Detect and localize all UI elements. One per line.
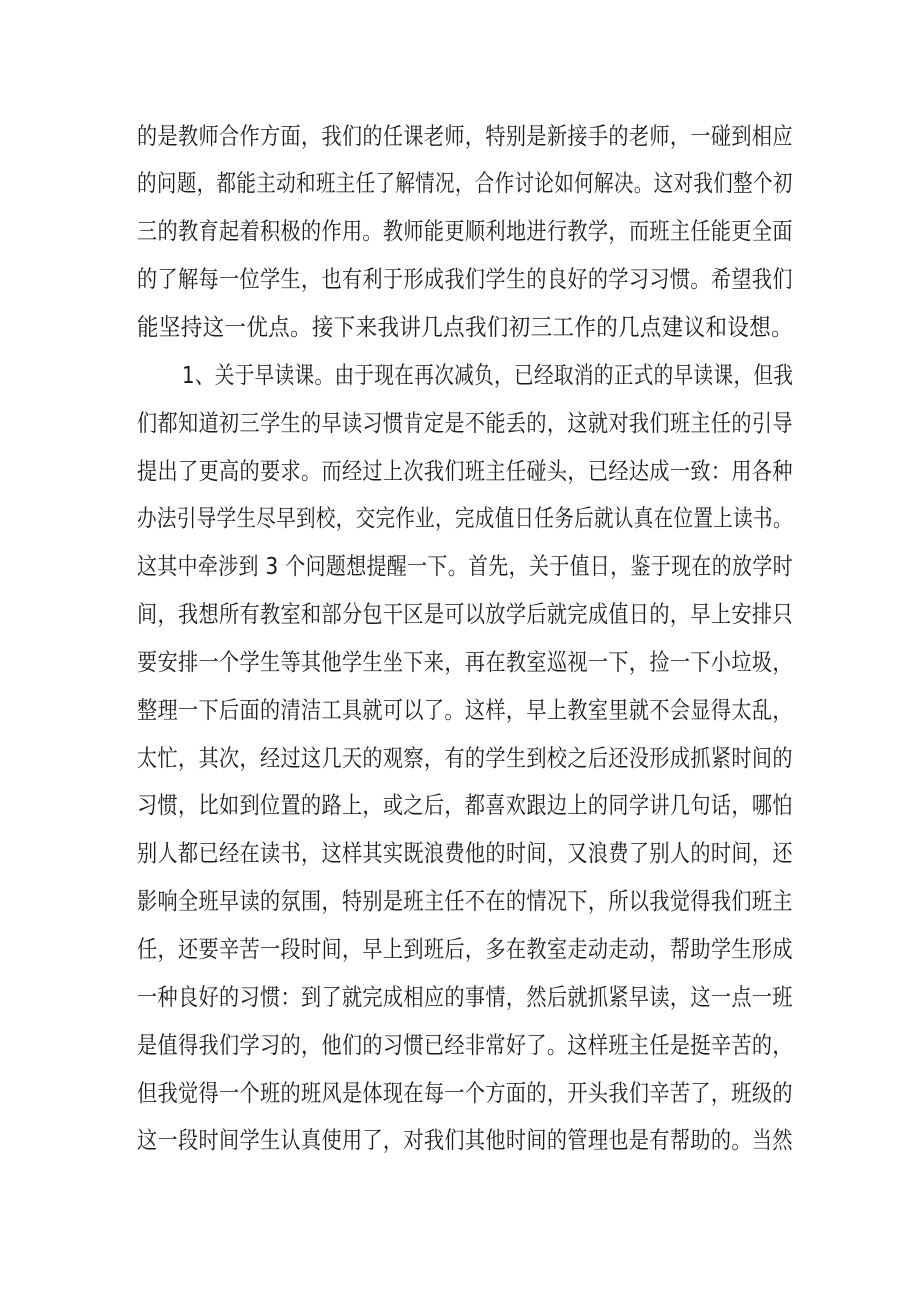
text-line: 任，还要辛苦一段时间，早上到班后，多在教室走动走动，帮助学生形成 [137,935,793,963]
text-line: 别人都已经在读书，这样其实既浪费他的时间，又浪费了别人的时间，还 [137,839,793,867]
text-line: 这其中牵涉到 3 个问题想提醒一下。首先，关于值日，鉴于现在的放学时 [137,552,793,580]
text-line: 影响全班早读的氛围，特别是班主任不在的情况下，所以我觉得我们班主 [137,887,793,915]
text-line: 的问题，都能主动和班主任了解情况，合作讨论如何解决。这对我们整个初 [137,169,793,197]
text-line: 的是教师合作方面，我们的任课老师，特别是新接手的老师，一碰到相应 [137,122,793,150]
text-line: 这一段时间学生认真使用了，对我们其他时间的管理也是有帮助的。当然 [137,1126,793,1154]
text-line: 们都知道初三学生的早读习惯肯定是不能丢的，这就对我们班主任的引导 [137,409,793,437]
paragraph-first-line: 1、关于早读课。由于现在再次减负，已经取消的正式的早读课，但我 [182,361,794,389]
text-line: 太忙，其次，经过这几天的观察，有的学生到校之后还没形成抓紧时间的 [137,744,793,772]
text-line: 提出了更高的要求。而经过上次我们班主任碰头，已经达成一致：用各种 [137,457,793,485]
text-line: 间，我想所有教室和部分包干区是可以放学后就完成值日的，早上安排只 [137,600,793,628]
text-line: 但我觉得一个班的班风是体现在每一个方面的，开头我们辛苦了，班级的 [137,1079,793,1107]
text-line: 整理一下后面的清洁工具就可以了。这样，早上教室里就不会显得太乱， [137,696,793,724]
text-line: 一种良好的习惯：到了就完成相应的事情，然后就抓紧早读，这一点一班 [137,983,793,1011]
text-line: 是值得我们学习的，他们的习惯已经非常好了。这样班主任是挺辛苦的， [137,1031,793,1059]
text-line: 三的教育起着积极的作用。教师能更顺利地进行教学，而班主任能更全面 [137,217,793,245]
text-line: 能坚持这一优点。接下来我讲几点我们初三工作的几点建议和设想。 [137,313,793,341]
text-line: 办法引导学生尽早到校，交完作业，完成值日任务后就认真在位置上读书。 [137,504,793,532]
text-line: 的了解每一位学生，也有利于形成我们学生的良好的学习习惯。希望我们 [137,265,793,293]
text-line: 习惯，比如到位置的路上，或之后，都喜欢跟边上的同学讲几句话，哪怕 [137,791,793,819]
text-line: 要安排一个学生等其他学生坐下来，再在教室巡视一下，捡一下小垃圾， [137,648,793,676]
